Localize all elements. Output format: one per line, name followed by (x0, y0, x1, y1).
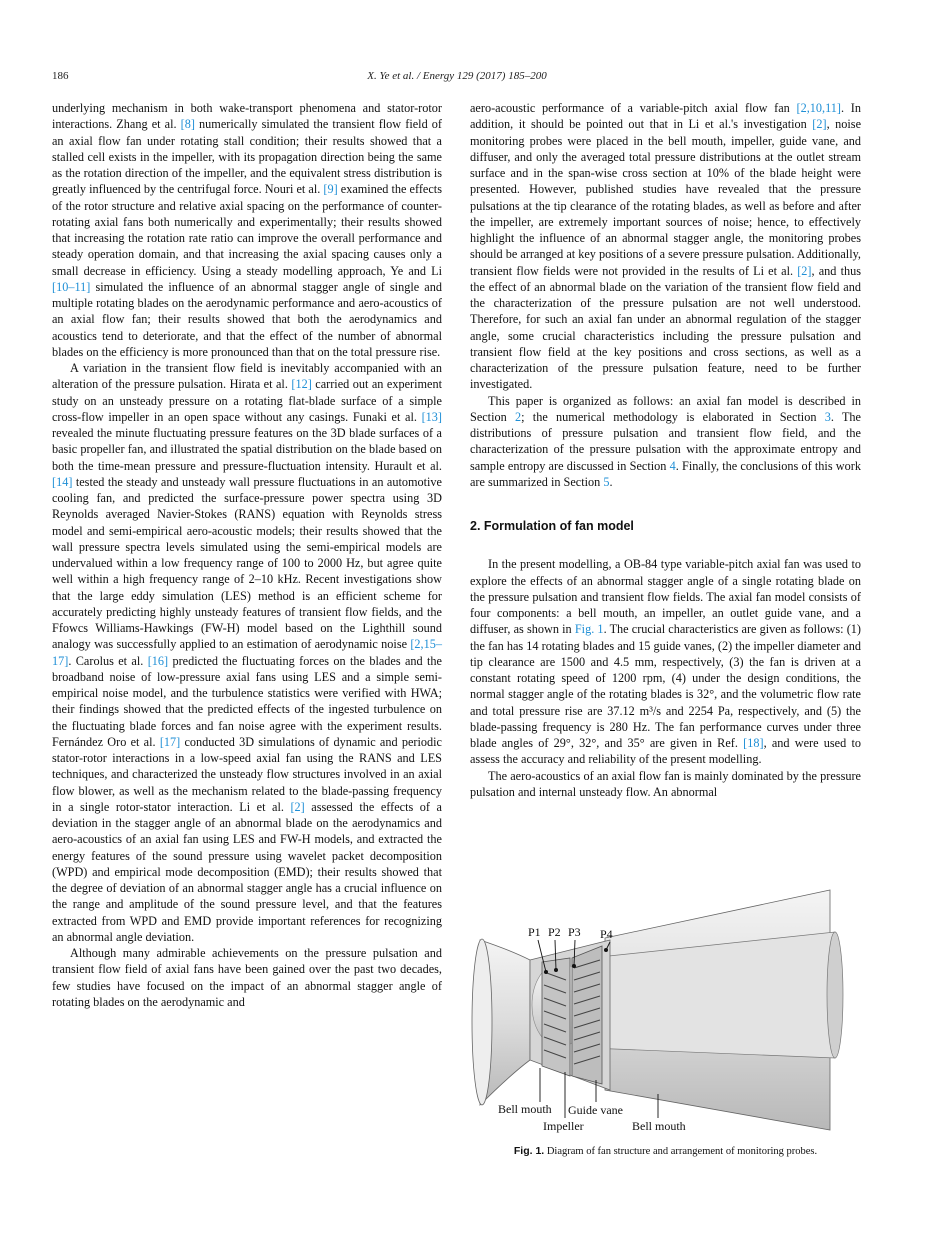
paragraph: The aero-acoustics of an axial flow fan is mainly dominated by the pressure pulsation and internal unsteady flow. An abnormal (470, 768, 861, 799)
running-head: X. Ye et al. / Energy 129 (2017) 185–200 (367, 70, 547, 82)
citation-link[interactable]: [17] (159, 734, 181, 749)
citation-link[interactable]: [10–11] (52, 279, 91, 294)
citation-link[interactable]: [2,10,11] (796, 101, 841, 115)
paragraph: This paper is organized as follows: an axial fan model is described in Section 2; the numerical methodology is elaborated in Section 3. The distributions of pressure pulsation and transient flow field, and the characterization of the pressure pulsation with the approximate entropy and sample entropy are discussed in Section 4. Finally, the conclusions of this work are summarized in Section 5. (470, 393, 861, 489)
probe-p3 (572, 964, 576, 968)
section-heading: 2. Formulation of fan model (470, 519, 634, 533)
probe-label-p1: P1 (528, 925, 541, 939)
paragraph: A variation in the transient flow field is inevitably accompanied with an alteration of the pressure pulsation. Hirata et al. [12] carried out an experiment study on an unsteady pressure on a rotating flat-blade surface of a simple cross-flow impeller in an open space without any casings. Funaki et al. [13] revealed the minute fluctuating pressure features on the 3D blade surfaces of a basic propeller fan, and illustrated the spatial distribution on the blade based on both the time-mean pressure and pressure-fluctuation intensity. Hurault et al. [14] tested the steady and unsteady wall pressure fluctuations in an automotive cooling fan, and predicted the surface-pressure power spectra using 3D Reynolds averaged Navier-Stokes (RANS) equation with Reynolds stress model and semi-empirical aero-acoustic models; their results showed that the wall pressure spectra levels simulated using the semi-empirical models are undervalued within a low frequency range of 100 to 2000 Hz, but agree quite well within a high frequency range of 2–10 kHz. Recent investigations show that the large eddy simulation (LES) method is an efficient scheme for accurately predicting highly unsteady features of transient flow fields, and the Ffowcs Williams-Hawkings (FW-H) model based on the Lighthill sound analogy was successfully applied to an estimation of aerodynamic noise [2,15–17]. Carolus et al. [16] predicted the fluctuating forces on the blades and the broadband noise of low-pressure axial fans using LES and a simple semi-empirical noise model, and the turbulence statistics were verified with HWA; their findings showed that the predicted effects of the ingested turbulence on the fluctuating blade forces and fan noise agree with the experiment results. Fernández Oro et al. [17] conducted 3D simulations of dynamic and periodic stator-rotor interactions in a low-speed axial fan using the RANS and LES techniques, and characterized the unsteady flow structures involved in an axial flow blower, as well as the mechanism related to the blade-passing frequency in a single rotor-stator interaction. Li et al. [2] assessed the effects of a deviation in the stagger angle of an abnormal blade on the aerodynamics and aero-acoustics of an axial fan using LES and FW-H models, and extracted the energy features of the sound pressure using wavelet packet decomposition (WPD) and empirical mode decomposition (EMD); their results showed that the degree of deviation of an abnormal stagger angle has a crucial influence on the range and amplitude of the sound pressure level, and that the features extracted from WPD and EMD provide important references for recognizing an abnormal angle deviation. (52, 361, 442, 944)
paragraph: Although many admirable achievements on the pressure pulsation and transient flow field of axial fans have been gained over the past two decades, few studies have focused on the impact of an abnormal stagger angle of rotating blades on the aerodynamic and (52, 946, 442, 1009)
figure-link[interactable]: Fig. 1 (574, 622, 604, 637)
label-bell-mouth-left: Bell mouth (498, 1102, 552, 1116)
caption-text: Diagram of fan structure and arrangement of monitoring probes. (546, 1146, 818, 1157)
left-column (52, 100, 442, 1010)
right-column (470, 100, 861, 800)
citation-link[interactable]: [14] (52, 474, 73, 489)
probe-label-p3: P3 (568, 925, 581, 939)
citation-link[interactable]: [2,15–17] (52, 637, 442, 668)
citation-link[interactable]: [12] (291, 377, 312, 392)
label-guide-vane: Guide vane (568, 1103, 623, 1117)
section-link[interactable]: 4 (669, 458, 676, 473)
citation-link[interactable]: [2] (797, 263, 812, 278)
probe-label-p4: P4 (600, 927, 613, 941)
page-number: 186 (52, 70, 69, 82)
citation-link[interactable]: [8] (180, 117, 195, 132)
paragraph: In the present modelling, a OB-84 type variable-pitch axial fan was used to explore the effects of an abnormal stagger angle of a single rotating blade on the pressure pulsation and transient flow fields. The axial fan model consists of four components: a bell mouth, an impeller, an outlet guide vane, and a diffuser, as shown in Fig. 1. The crucial characteristics are given as follows: (1) the fan has 14 rotating blades and 15 guide vanes, (2) the impeller diameter and tip clearance are 1500 and 4.5 mm, respectively, (3) the fan is driven at a constant rotating speed of 1200 rpm, (4) under the design conditions, the normal stagger angle of the rotating blades is 32°, and the volumetric flow rate and total pressure rise are 37.12 m³/s and 2254 Pa, respectively, and (5) the blade-passing frequency is 280 Hz. The fan performance curves under three blade angles of 29°, 32°, and 35° are given in Ref. [18], and were used to assess the accuracy and reliability of the present modelling. (470, 557, 862, 767)
label-bell-mouth-right: Bell mouth (632, 1119, 686, 1133)
section-link[interactable]: 2 (515, 409, 522, 424)
probe-p1 (544, 970, 548, 974)
probe-p2 (554, 968, 558, 972)
citation-link[interactable]: [2] (290, 799, 305, 814)
inlet-rim (472, 939, 492, 1105)
section-link[interactable]: 5 (603, 474, 610, 489)
citation-link[interactable]: [16] (147, 653, 169, 668)
section-link[interactable]: 3 (824, 409, 831, 424)
hub-end (827, 932, 843, 1058)
probe-p4 (604, 948, 608, 952)
citation-link[interactable]: [18] (743, 736, 764, 750)
citation-link[interactable]: [9] (323, 182, 338, 197)
probe-label-p2: P2 (548, 925, 561, 939)
fan-figure (470, 880, 861, 1160)
label-impeller: Impeller (543, 1119, 584, 1133)
citation-link[interactable]: [13] (421, 409, 442, 424)
page-header (52, 70, 862, 90)
paragraph: underlying mechanism in both wake-transport phenomena and stator-rotor interactions. Zhang et al. [8] numerically simulated the transient flow field of an axial flow fan under rotating stall condition; their results showed that a stalled cell exists in the impeller, with its propagation direction being the same as the rotation direction of the impeller, and the equivalent stress distribution is greatly influenced by the centrifugal force. Nouri et al. [9] examined the effects of the rotor structure and relative axial spacing on the performance of counter-rotating axial fans both numerically and experimentally; their results showed that increasing the rotation rate ratio can improve the overall performance and steady operation domain, and that increasing the axial spacing causes only a small decrease in efficiency. Using a steady modelling approach, Ye and Li [10–11] simulated the influence of an abnormal stagger angle of single and multiple rotating blades on the aerodynamic performance and aero-acoustics of an axial flow fan; their results showed that both the aerodynamics and acoustics tend to deteriorate, and that the effect of the number of abnormal blades on the efficiency is more pronounced than that on the total pressure rise. (52, 101, 443, 359)
figure-caption (470, 1145, 861, 1157)
fan-diagram (470, 880, 861, 1145)
citation-link[interactable]: [2] (812, 117, 827, 132)
paragraph: aero-acoustic performance of a variable-pitch axial flow fan [2,10,11]. In addition, it should be pointed out that in Li et al.'s investigation [2], noise monitoring probes were placed in the bell mouth, impeller, guide vane, and diffuser, and only the averaged total pressure distributions at the outlet stream surface and in the span-wise cross section at 10% of the blade height were presented. However, published studies have revealed that the pressure pulsations at the tip clearance of the rotating blades, as well as before and after the impeller, are extremely important sources of noise; hence, to effectively highlight the influence of an abnormal stagger angle, the monitoring probes should be arranged at key positions of a severe pressure pulsation. Additionally, transient flow fields were not provided in the results of Li et al. [2], and thus the effect of an abnormal blade on the variation of the transient flow field and the characterization of the pressure pulsation are not well understood. Therefore, for such an axial fan under an abnormal regulation of the stagger angle, some crucial characteristics including the pressure pulsation and transient flow field at the key positions and cross sections, as well as a characterization of the pressure pulsation feature, need to be further investigated. (470, 101, 862, 392)
caption-label: Fig. 1. (513, 1145, 545, 1157)
